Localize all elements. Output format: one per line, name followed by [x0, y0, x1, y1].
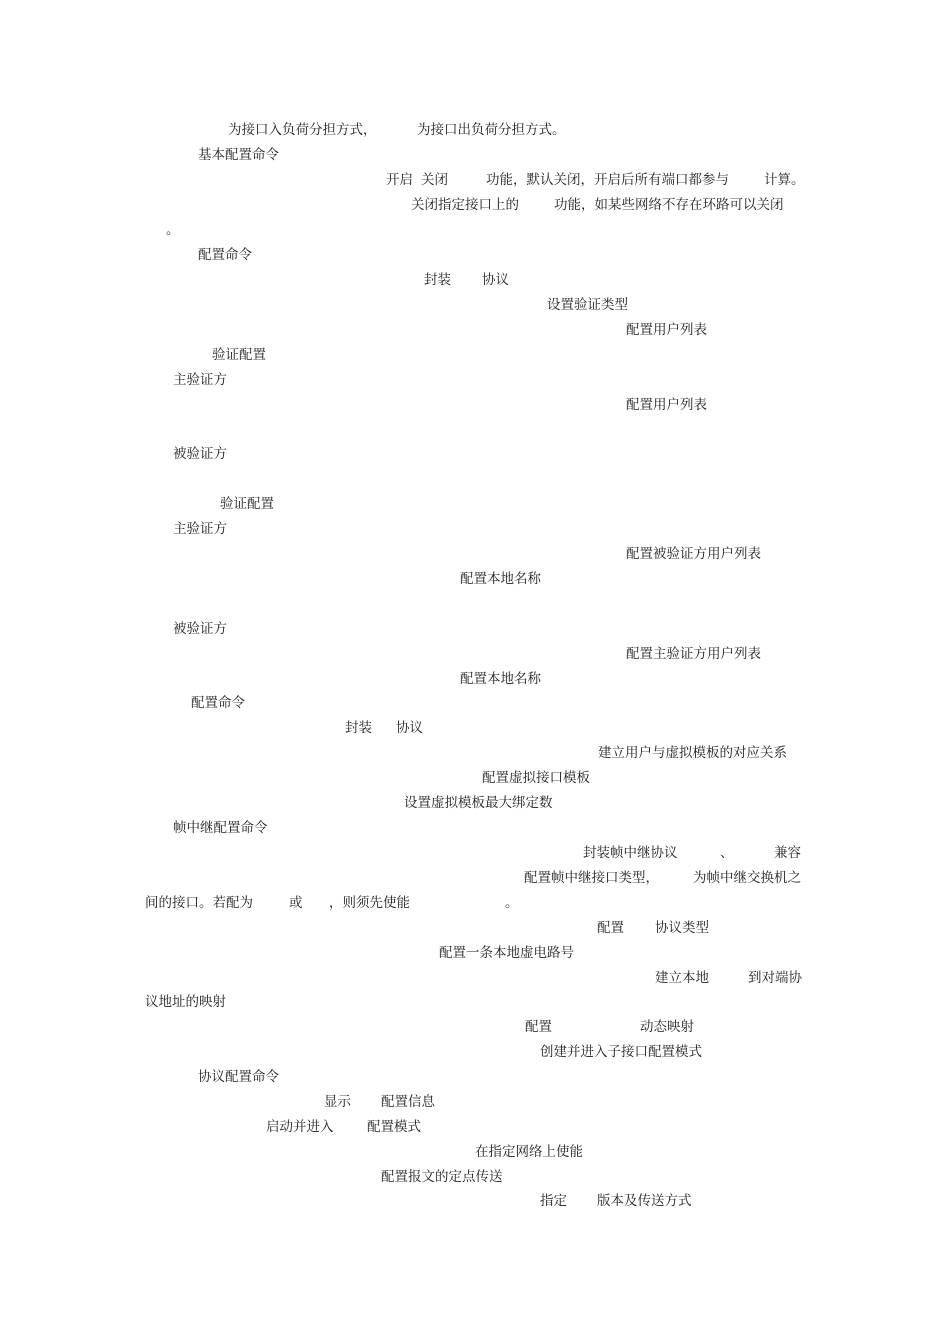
text-line: 设置验证类型: [547, 297, 628, 313]
text-line: 关闭: [421, 172, 448, 188]
text-line: 开启: [386, 172, 413, 188]
text-line: 被验证方: [173, 446, 227, 462]
text-line: 配置模式: [367, 1119, 421, 1135]
text-line: 兼容: [774, 845, 801, 861]
text-line: 配置用户列表: [626, 397, 707, 413]
text-line: 计算。: [764, 172, 805, 188]
text-line: 配置: [597, 920, 624, 936]
section-heading: 基本配置命令: [198, 147, 279, 163]
text-line: 在指定网络上使能: [475, 1144, 583, 1160]
text-line: 配置一条本地虚电路号: [439, 945, 574, 961]
text-line: 议地址的映射: [145, 994, 226, 1010]
section-heading: 配置命令: [191, 695, 245, 711]
text-line: 指定: [540, 1193, 567, 1209]
text-line: 协议类型: [655, 920, 709, 936]
section-heading: 验证配置: [220, 496, 274, 512]
text-line: 为接口出负荷分担方式。: [417, 122, 566, 138]
text-line: 封装帧中继协议: [583, 845, 678, 861]
text-line: 配置用户列表: [626, 322, 707, 338]
text-line: 主验证方: [173, 521, 227, 537]
text-line: 协议: [396, 720, 423, 736]
text-line: 建立本地: [655, 970, 709, 986]
text-line: 协议: [482, 272, 509, 288]
text-line: 到对端协: [748, 970, 802, 986]
text-line: 配置虚拟接口模板: [482, 770, 590, 786]
text-line: 配置被验证方用户列表: [626, 546, 761, 562]
text-line: 被验证方: [173, 621, 227, 637]
text-line: ，则须先使能: [329, 895, 410, 911]
text-line: 配置: [525, 1019, 552, 1035]
text-line: 建立用户与虚拟模板的对应关系: [598, 745, 787, 761]
text-line: 动态映射: [640, 1019, 694, 1035]
text-line: 配置信息: [381, 1094, 435, 1110]
text-line: 功能，默认关闭，开启后所有端口都参与: [486, 172, 729, 188]
text-line: 。: [166, 222, 180, 238]
text-line: 。: [505, 895, 519, 911]
section-heading: 验证配置: [212, 347, 266, 363]
text-line: 为接口入负荷分担方式，: [228, 122, 377, 138]
text-line: 封装: [424, 272, 451, 288]
text-line: 配置本地名称: [460, 671, 541, 687]
text-line: 版本及传送方式: [597, 1193, 692, 1209]
text-line: 为帧中继交换机之: [693, 870, 801, 886]
text-line: 配置帧中继接口类型，: [524, 870, 659, 886]
text-line: 间的接口。若配为: [145, 895, 253, 911]
text-line: 启动并进入: [266, 1119, 334, 1135]
text-line: 主验证方: [173, 372, 227, 388]
text-line: 、: [720, 845, 734, 861]
section-heading: 帧中继配置命令: [173, 820, 268, 836]
text-line: 配置本地名称: [460, 571, 541, 587]
text-line: 关闭指定接口上的: [411, 197, 519, 213]
text-line: 显示: [324, 1094, 351, 1110]
section-heading: 配置命令: [198, 247, 252, 263]
text-line: 配置主验证方用户列表: [626, 646, 761, 662]
section-heading: 协议配置命令: [198, 1069, 279, 1085]
text-line: 功能，如某些网络不存在环路可以关闭: [554, 197, 784, 213]
text-line: 设置虚拟模板最大绑定数: [404, 795, 553, 811]
text-line: 配置报文的定点传送: [381, 1169, 503, 1185]
text-line: 封装: [345, 720, 372, 736]
text-line: 创建并进入子接口配置模式: [540, 1044, 702, 1060]
text-line: 或: [289, 895, 303, 911]
